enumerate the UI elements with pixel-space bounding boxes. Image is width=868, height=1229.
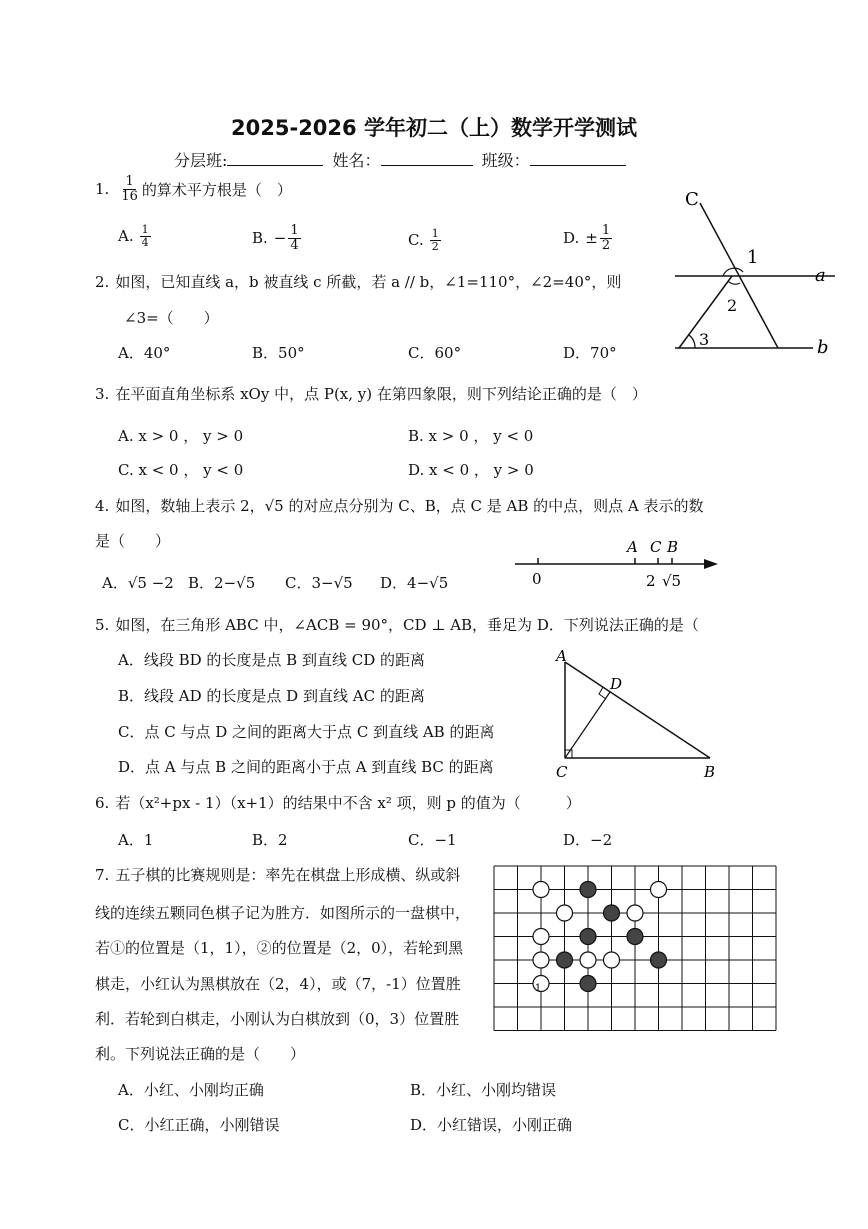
option-b[interactable]: B. x > 0 ， y < 0 (408, 427, 534, 445)
class-blank[interactable] (530, 151, 626, 166)
option-a[interactable]: A．线段 BD 的长度是点 B 到直线 CD 的距离 (118, 651, 426, 669)
number-line-figure (510, 534, 725, 594)
right-triangle-figure (550, 640, 730, 782)
white-stone (533, 929, 549, 945)
name-blank[interactable] (381, 151, 473, 166)
white-stone (651, 882, 667, 898)
option-a[interactable]: A．小红、小刚均正确 (118, 1081, 264, 1099)
question-2-stem: 2. 如图，已知直线 a，b 被直线 c 所截，若 a // b，∠1=110°，∠2=40°，则 (95, 273, 622, 291)
vertex-a-label: A (556, 647, 567, 665)
option-b[interactable]: B. − $\frac{1}{4}$ (252, 223, 299, 253)
option-d[interactable]: D．70° (563, 344, 617, 362)
question-7-line-2: 线的连续五颗同色棋子记为胜方．如图所示的一盘棋中， (95, 904, 471, 922)
option-d[interactable]: D. ± $\frac{1}{2}$ (563, 223, 611, 253)
white-stone (533, 882, 549, 898)
question-4-stem: 4. 如图，数轴上表示 2，√5 的对应点分别为 C、B，点 C 是 AB 的中点，则点 A 表示的数 (95, 497, 704, 515)
option-c[interactable]: C．3−√5 (285, 574, 353, 592)
option-d[interactable]: D．点 A 与点 B 之间的距离小于点 A 到直线 BC 的距离 (118, 758, 494, 776)
angle-2-label: 2 (727, 296, 738, 315)
zero-label: 0 (532, 570, 542, 588)
parallel-lines-figure (665, 185, 840, 355)
option-a[interactable]: A. $\frac{1}{4}$ (118, 223, 149, 249)
option-c[interactable]: C．点 C 与点 D 之间的距离大于点 C 到直线 AB 的距离 (118, 723, 495, 741)
black-stone (580, 976, 596, 992)
option-c[interactable]: C. x < 0 ， y < 0 (118, 461, 244, 479)
question-7-line-1: 7. 五子棋的比赛规则是：率先在棋盘上形成横、纵或斜 (95, 866, 461, 884)
option-d[interactable]: D．小红错误，小刚正确 (410, 1116, 573, 1134)
marker-1-label: 1 (534, 983, 542, 994)
black-stone (604, 905, 620, 921)
question-2-stem-cont: ∠3=（ ） (124, 309, 219, 327)
tick-root5-label: √5 (662, 572, 682, 590)
black-stone (580, 929, 596, 945)
name-label: 姓名： (332, 151, 381, 170)
question-7-line-3: 若①的位置是（1，1），②的位置是（2，0），若轮到黑 (95, 939, 464, 957)
fraction: $\frac{1}{16}$ (121, 174, 138, 204)
white-stone (604, 952, 620, 968)
line-a-label: a (815, 265, 826, 286)
label-c: C (685, 189, 699, 210)
option-d[interactable]: D．−2 (563, 831, 613, 849)
option-a[interactable]: A．1 (118, 831, 154, 849)
white-stone (533, 952, 549, 968)
white-stone (627, 905, 643, 921)
question-7-line-5: 利．若轮到白棋走，小刚认为白棋放到（0，3）位置胜 (95, 1010, 460, 1028)
white-stone (580, 952, 596, 968)
option-b[interactable]: B．50° (252, 344, 305, 362)
line-b-label: b (817, 337, 829, 355)
black-stone (651, 952, 667, 968)
question-3-stem: 3. 在平面直角坐标系 xOy 中，点 P(x, y) 在第四象限，则下列结论正确的是（ ） (95, 385, 647, 403)
point-b-label: B (667, 538, 679, 556)
gomoku-board-figure (490, 862, 782, 1036)
option-d[interactable]: D．4−√5 (380, 574, 449, 592)
angle-3-label: 3 (699, 330, 710, 349)
white-stone (557, 905, 573, 921)
student-info-line (174, 148, 626, 171)
option-c[interactable]: C．−1 (408, 831, 457, 849)
tick-2-label: 2 (646, 572, 656, 590)
option-b[interactable]: B．小红、小刚均错误 (410, 1081, 557, 1099)
option-c[interactable]: C．60° (408, 344, 462, 362)
point-c-label: C (650, 538, 662, 556)
black-stone (580, 882, 596, 898)
page-title: 2025-2026 学年初二（上）数学开学测试 (231, 116, 637, 140)
question-7-line-6: 利。下列说法正确的是（ ） (95, 1045, 306, 1063)
option-a[interactable]: A. x > 0 ， y > 0 (118, 427, 244, 445)
option-b[interactable]: B．2 (252, 831, 288, 849)
angle-1-label: 1 (747, 247, 759, 268)
vertex-c-label: C (556, 763, 568, 781)
point-a-label: A (627, 538, 638, 556)
vertex-d-label: D (610, 675, 623, 693)
class-level-label: 分层班: (174, 151, 228, 170)
option-b[interactable]: B．线段 AD 的长度是点 D 到直线 AC 的距离 (118, 687, 425, 705)
question-5-stem: 5. 如图，在三角形 ABC 中，∠ACB = 90°，CD ⊥ AB，垂足为 D．下列说法正确的是（ (95, 616, 699, 634)
question-1-stem: 1. $\frac{1}{16}$ 的算术平方根是（ ） (95, 174, 292, 204)
option-d[interactable]: D. x < 0 ， y > 0 (408, 461, 534, 479)
option-a[interactable]: A．40° (118, 344, 171, 362)
class-level-blank[interactable] (227, 151, 323, 166)
question-6-stem: 6. 若（x²+px - 1）（x+1）的结果中不含 x² 项，则 p 的值为（ ） (95, 794, 581, 812)
option-c[interactable]: C．小红正确，小刚错误 (118, 1116, 280, 1134)
option-b[interactable]: B．2−√5 (188, 574, 256, 592)
question-7-line-4: 棋走，小红认为黑棋放在（2，4），或（7，-1）位置胜 (95, 975, 461, 993)
question-number: 1. (95, 180, 110, 199)
black-stone (627, 929, 643, 945)
black-stone (557, 952, 573, 968)
vertex-b-label: B (704, 763, 716, 781)
question-4-stem-cont: 是（ ） (95, 532, 171, 550)
option-c[interactable]: C. $\frac{1}{2}$ (408, 227, 439, 253)
option-a[interactable]: A．√5 −2 (102, 574, 174, 592)
class-label: 班级： (481, 151, 530, 170)
